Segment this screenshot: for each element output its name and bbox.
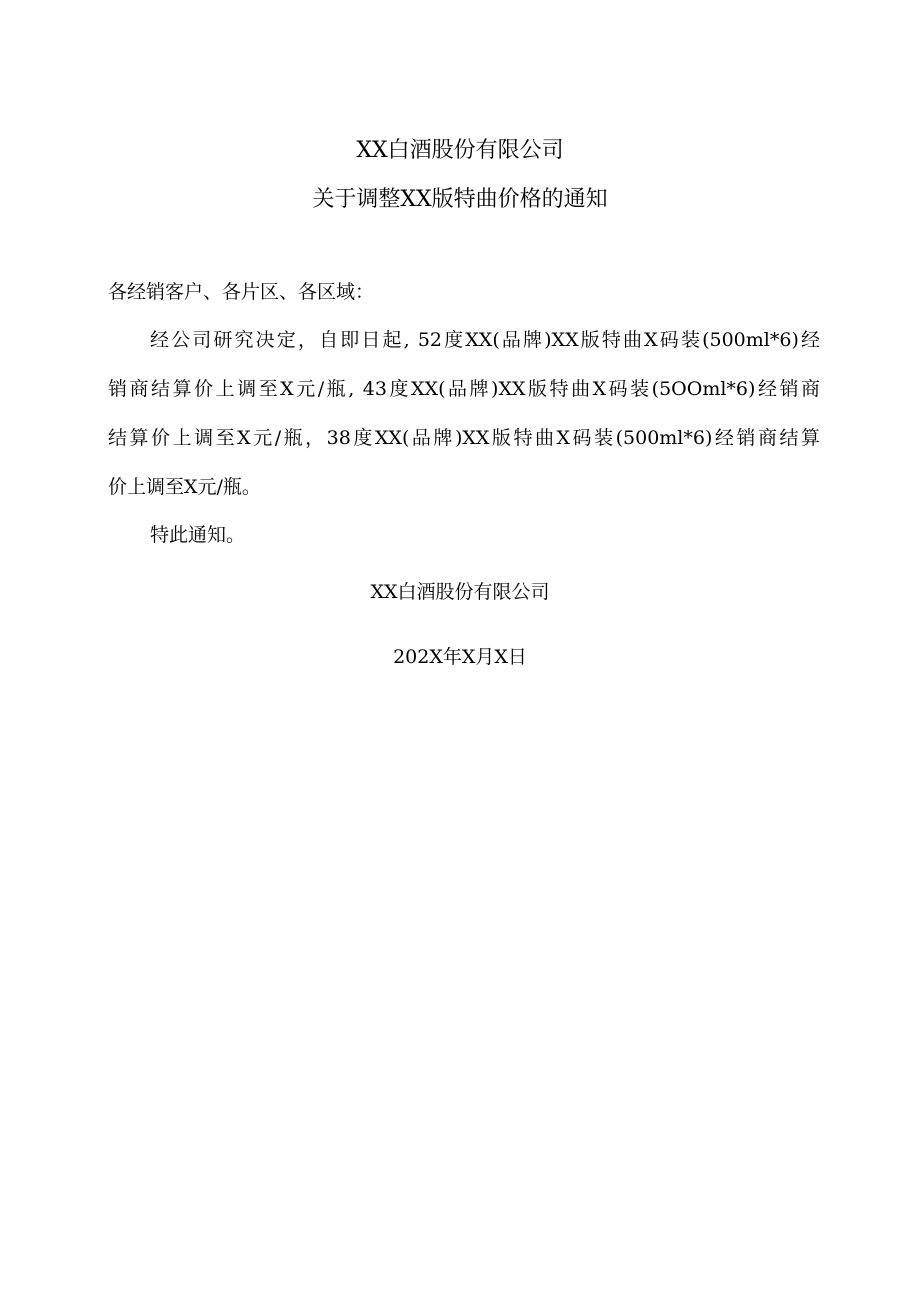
signature-date: 202X年X月X日 [393,646,527,668]
body-paragraph-line-2: 销商结算价上调至X元/瓶, 43度XX(品牌)XX版特曲X码装(5OOml*6)经销商 [108,378,820,400]
salutation: 各经销客户、各片区、各区域： [108,281,375,303]
body-paragraph-line-4: 价上调至X元/瓶。 [108,476,261,498]
body-paragraph-line-3: 结算价上调至X元/瓶，38度XX(品牌)XX版特曲X码装(500ml*6)经销商结算 [108,427,820,449]
body-paragraph-line-1: 经公司研究决定，自即日起, 52度XX(品牌)XX版特曲X码装(500ml*6)经 [150,329,820,351]
document-title-notice: 关于调整XX版特曲价格的通知 [312,187,608,212]
closing-text: 特此通知。 [150,524,246,546]
signature-company: XX白酒股份有限公司 [370,581,550,603]
document-title-company: XX白酒股份有限公司 [356,138,564,163]
